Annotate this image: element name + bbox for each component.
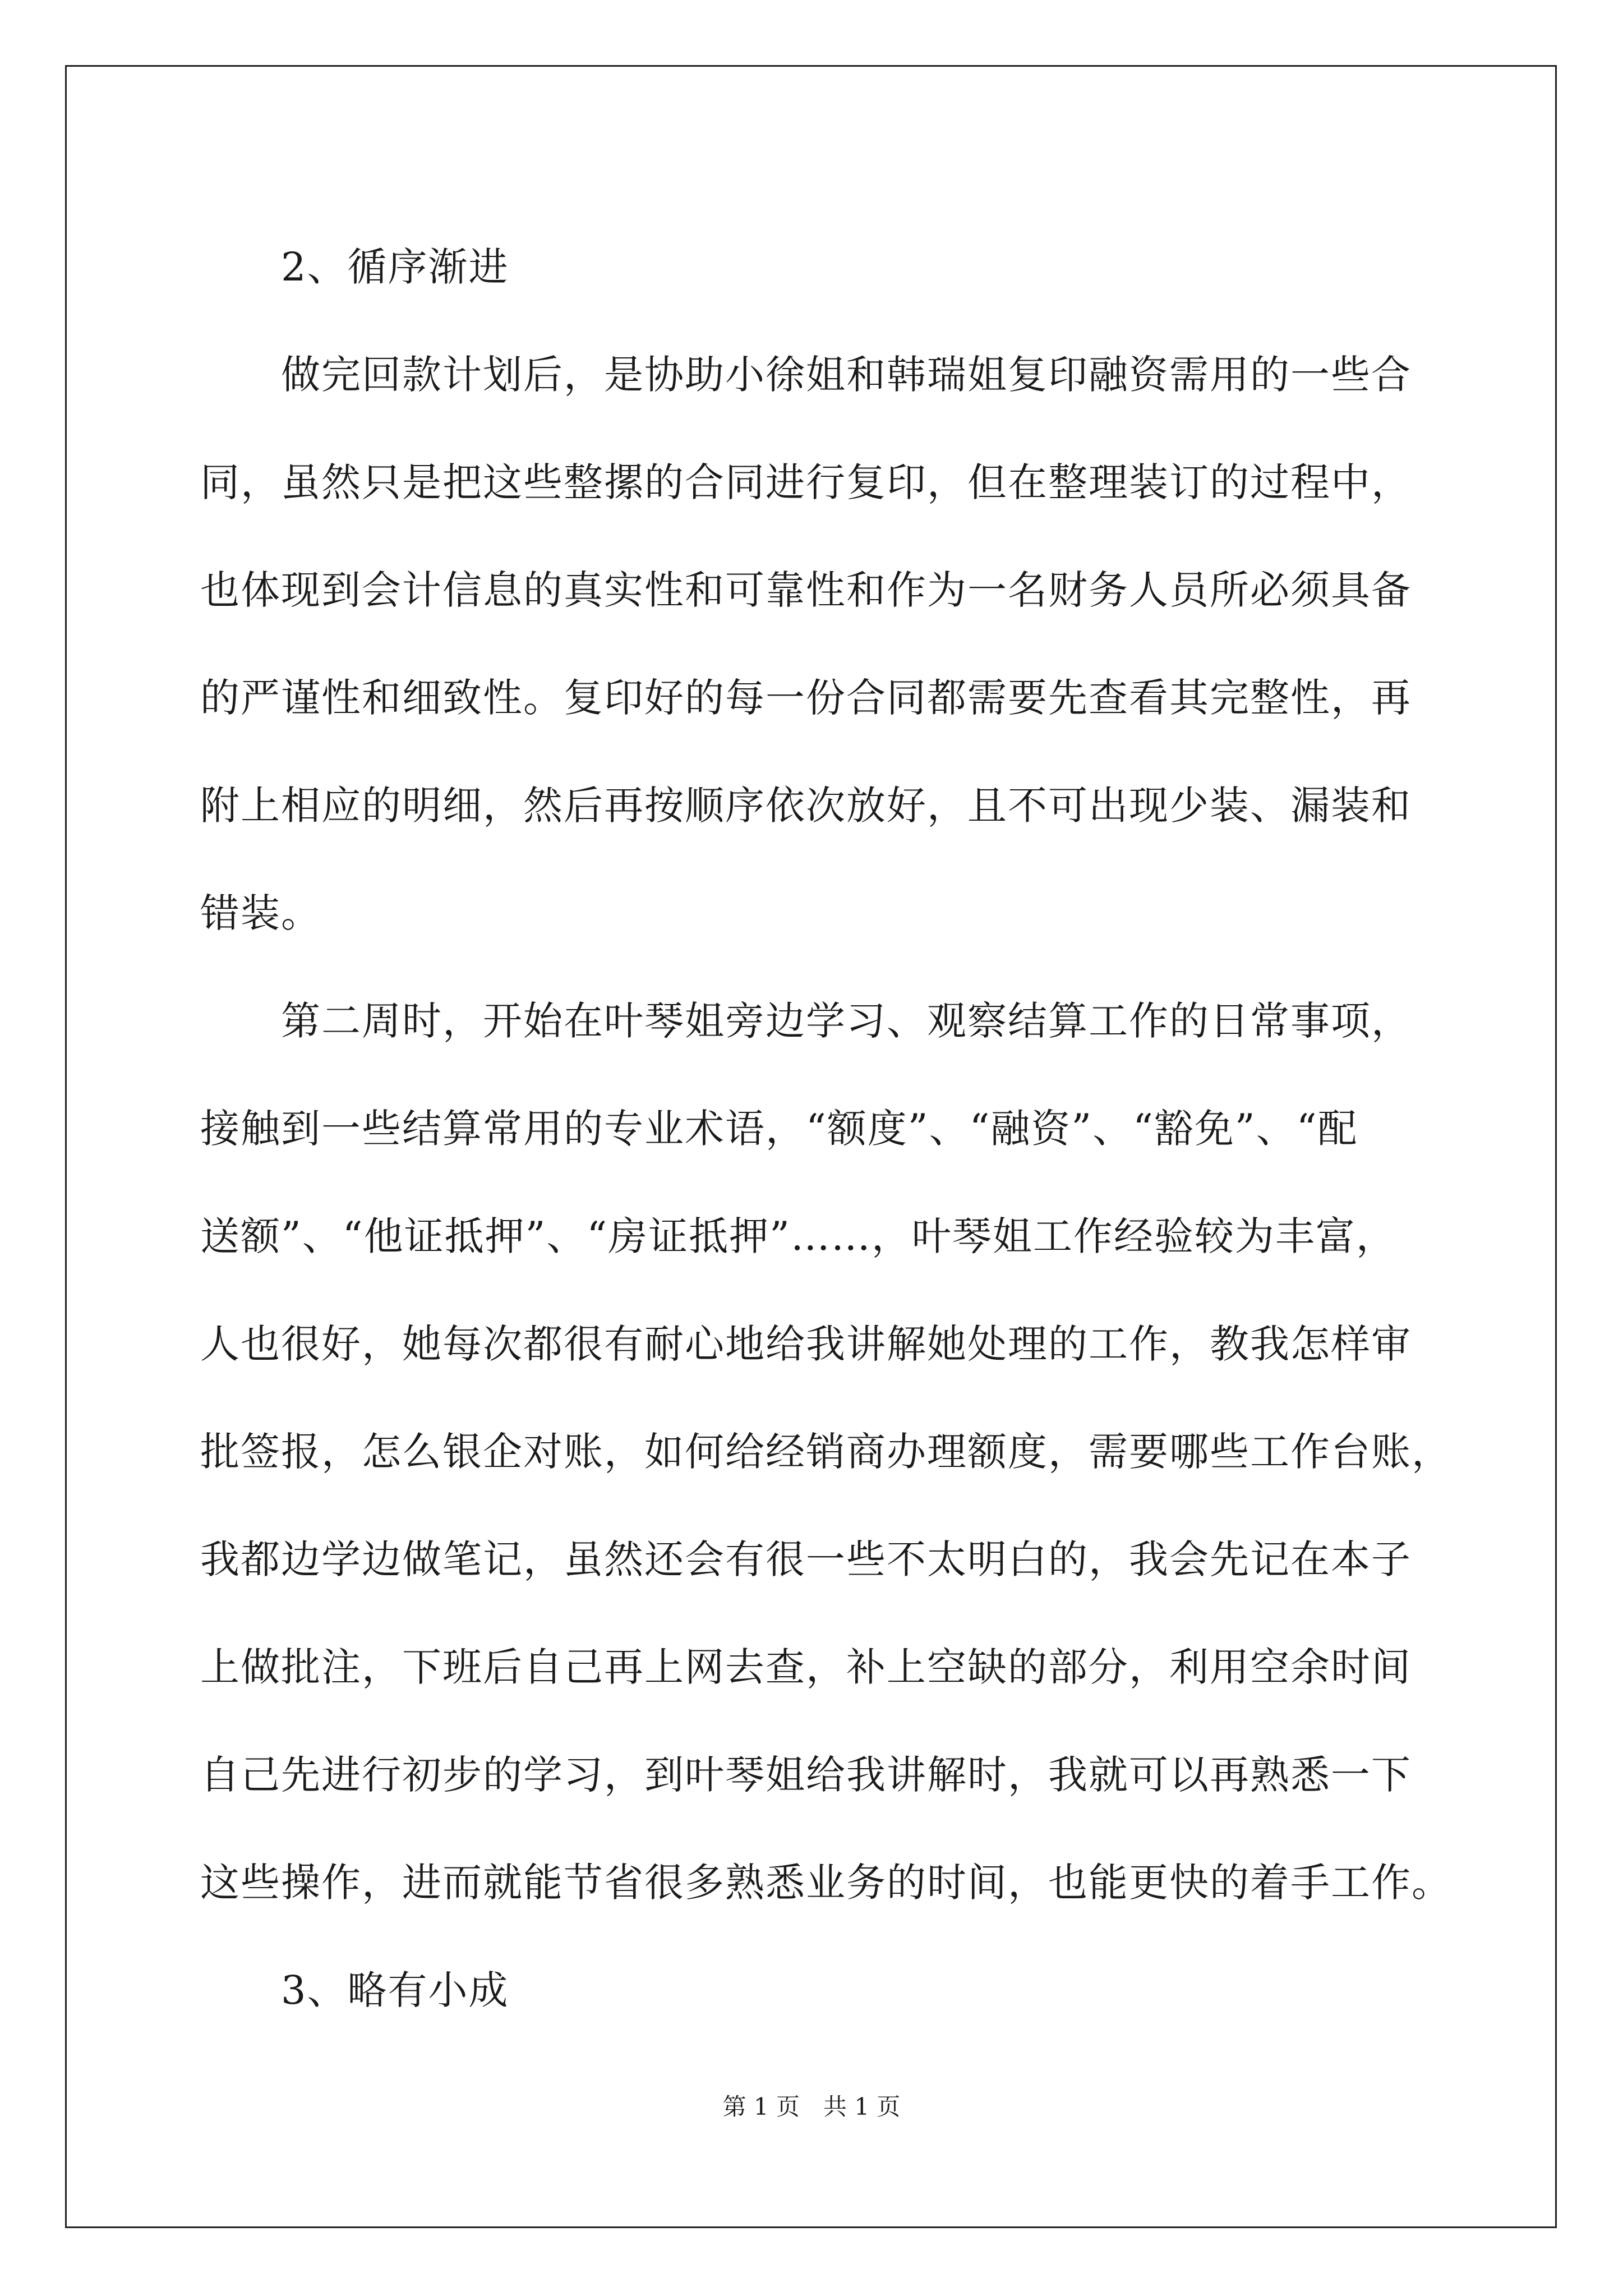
paragraph-line: 批签报，怎么银企对账，如何给经销商办理额度，需要哪些工作台账， [200,1429,1452,1475]
paragraph-line: 这些操作，进而就能节省很多熟悉业务的时间，也能更快的着手工作。 [200,1860,1452,1906]
paragraph-line: 也体现到会计信息的真实性和可靠性和作为一名财务人员所必须具备 [200,567,1412,613]
paragraph-line: 我都边学边做笔记，虽然还会有很一些不太明白的，我会先记在本子 [200,1536,1412,1582]
paragraph-line: 错装。 [200,890,321,936]
paragraph-line: 附上相应的明细，然后再按顺序依次放好，且不可出现少装、漏装和 [200,783,1412,829]
paragraph-line: 上做批注，下班后自己再上网去查，补上空缺的部分，利用空余时间 [200,1644,1412,1690]
section-heading-2: 2、循序渐进 [281,244,509,290]
section-heading-3: 3、略有小成 [281,1967,509,2013]
paragraph-line: 同，虽然只是把这些整摞的合同进行复印，但在整理装订的过程中， [200,459,1412,505]
paragraph-line: 接触到一些结算常用的专业术语，“额度”、“融资”、“豁免”、“配 [200,1106,1358,1152]
paragraph-line: 自己先进行初步的学习，到叶琴姐给我讲解时，我就可以再熟悉一下 [200,1752,1412,1798]
document-body [200,213,1452,2044]
page-number-label: 第 1 页 共 1 页 [722,2093,901,2120]
page-footer [0,2090,1623,2124]
paragraph-line: 第二周时，开始在叶琴姐旁边学习、观察结算工作的日常事项， [281,998,1412,1044]
paragraph-line: 做完回款计划后，是协助小徐姐和韩瑞姐复印融资需用的一些合 [281,352,1412,398]
paragraph-line: 的严谨性和细致性。复印好的每一份合同都需要先查看其完整性，再 [200,675,1412,721]
paragraph-line: 送额”、“他证抵押”、“房证抵押”……，叶琴姐工作经验较为丰富， [200,1213,1396,1259]
paragraph-line: 人也很好，她每次都很有耐心地给我讲解她处理的工作，教我怎样审 [200,1321,1412,1367]
